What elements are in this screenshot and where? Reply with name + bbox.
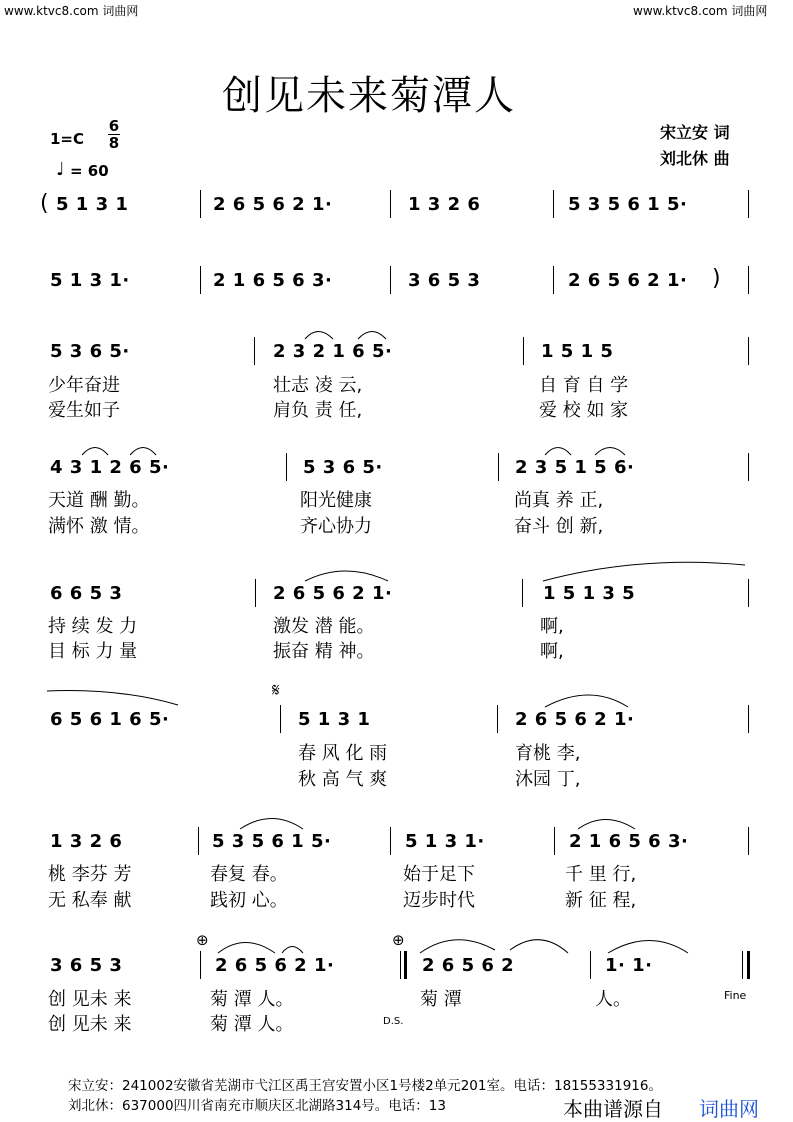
measure: 1· 1·	[605, 955, 653, 976]
lyric: 春复 春。	[210, 864, 288, 885]
composer: 刘北休 曲	[660, 149, 730, 168]
slur	[305, 571, 388, 581]
measure: 5 1 3 1·	[50, 270, 130, 291]
lyric: 激发 潜 能。	[273, 616, 375, 637]
measure: 5 3 5 6 1 5·	[212, 831, 332, 852]
lyric: 啊,	[540, 641, 564, 662]
lyric: 爱 校 如 家	[539, 400, 629, 421]
measure: 2 6 5 6 2 1·	[273, 583, 393, 604]
source-label: 本曲谱源自	[563, 1097, 663, 1121]
slur	[130, 448, 156, 456]
slur	[545, 695, 628, 707]
measure: 5 3 6 5·	[303, 457, 383, 478]
measure: 1 5 1 3 5	[543, 583, 636, 604]
measure: 6 6 5 3	[50, 583, 123, 604]
time-signature-top: 6	[108, 117, 120, 135]
slur	[358, 332, 386, 340]
repeat-open: (	[40, 191, 50, 216]
measure: 2 6 5 6 2	[422, 955, 515, 976]
tempo: = 60	[70, 162, 109, 180]
measure: 4 3 1 2 6 5·	[50, 457, 170, 478]
fine-mark: Fine	[724, 989, 747, 1002]
lyric: 齐心协力	[300, 516, 372, 537]
slur	[240, 819, 303, 830]
measure: 5 1 3 1·	[405, 831, 485, 852]
key-signature: 1=C	[50, 130, 85, 148]
lyric: 自 育 自 学	[539, 375, 629, 396]
measure: 5 1 3 1	[56, 194, 129, 215]
measure: 2 1 6 5 6 3·	[569, 831, 689, 852]
measure: 2 3 2 1 6 5·	[273, 341, 393, 362]
footer-line-2: 刘北休：637000四川省南充市顺庆区北湖路314号。电话：13	[68, 1098, 446, 1114]
measure: 2 6 5 6 2 1·	[515, 709, 635, 730]
lyric: 迈步时代	[403, 890, 475, 911]
slur	[420, 940, 495, 953]
lyric: 创 见未 来	[48, 989, 132, 1010]
coda-icon: ⊕	[392, 931, 405, 949]
lyric: 菊 潭 人。	[210, 989, 294, 1010]
measure: 6 5 6 1 6 5·	[50, 709, 170, 730]
measure: 2 6 5 6 2 1·	[213, 194, 333, 215]
watermark-right: www.ktvc8.com 词曲网	[633, 4, 768, 18]
measure: 2 3 5 1 5 6·	[515, 457, 635, 478]
slur	[510, 940, 568, 953]
lyric: 阳光健康	[300, 490, 372, 511]
lyric: 少年奋进	[48, 375, 120, 396]
measure: 5 1 3 1	[298, 709, 371, 730]
coda-icon: ⊕	[196, 931, 209, 949]
lyric: 肩负 责 任,	[273, 400, 363, 421]
lyric: 秋 高 气 爽	[298, 769, 388, 790]
measure: 3 6 5 3	[50, 955, 123, 976]
measure: 1 3 2 6	[408, 194, 481, 215]
lyric: 奋斗 创 新,	[514, 516, 604, 537]
lyric: 春 风 化 雨	[298, 743, 388, 764]
lyric: 壮志 凌 云,	[273, 375, 363, 396]
measure: 3 6 5 3	[408, 270, 481, 291]
lyric: 千 里 行,	[565, 864, 637, 885]
measure: 5 3 5 6 1 5·	[568, 194, 688, 215]
slur	[608, 941, 688, 954]
lyric: 育桃 李,	[515, 743, 581, 764]
lyric: 菊 潭	[420, 989, 462, 1010]
quarter-note-icon: ♩	[56, 159, 65, 180]
time-signature-bottom: 8	[108, 134, 120, 152]
slur	[282, 947, 303, 954]
lyric: 新 征 程,	[565, 890, 637, 911]
page-title: 创见未来菊潭人	[222, 73, 516, 119]
watermark-left: www.ktvc8.com 词曲网	[4, 4, 139, 18]
lyric: 沐园 丁,	[515, 769, 581, 790]
segno-icon: 𝄋	[272, 680, 280, 701]
lyric: 桃 李芬 芳	[48, 864, 132, 885]
measure: 5 3 6 5·	[50, 341, 130, 362]
measure: 2 6 5 6 2 1·	[568, 270, 688, 291]
lyric: 满怀 激 情。	[48, 516, 150, 537]
lyric: 振奋 精 神。	[273, 641, 375, 662]
source-site-link[interactable]: 词曲网	[699, 1097, 759, 1121]
footer-line-1: 宋立安：241002安徽省芜湖市弋江区禹王宫安置小区1号楼2单元201室。电话：18155331916。	[68, 1078, 662, 1094]
lyric: 爱生如子	[48, 400, 120, 421]
slur	[578, 820, 635, 830]
repeat-close: )	[712, 266, 722, 291]
lyric: 始于足下	[403, 864, 475, 885]
slur	[47, 691, 178, 705]
slur	[82, 448, 108, 456]
measure: 1 3 2 6	[50, 831, 123, 852]
slur	[543, 562, 745, 581]
lyric: 天道 酬 勤。	[48, 490, 150, 511]
lyric: 啊,	[540, 616, 564, 637]
lyricist: 宋立安 词	[660, 123, 730, 142]
lyric: 目 标 力 量	[48, 641, 138, 662]
ds-mark: D.S.	[383, 1016, 404, 1027]
slur	[595, 448, 625, 456]
lyric: 持 续 发 力	[48, 616, 138, 637]
lyric: 菊 潭 人。	[210, 1014, 294, 1035]
measure: 2 6 5 6 2 1·	[215, 955, 335, 976]
slur	[305, 332, 333, 340]
slur	[218, 943, 275, 954]
measure: 2 1 6 5 6 3·	[213, 270, 333, 291]
slur	[545, 448, 571, 456]
lyric: 践初 心。	[210, 890, 288, 911]
lyric: 人。	[595, 989, 631, 1010]
lyric: 尚真 养 正,	[514, 490, 604, 511]
lyric: 无 私奉 献	[48, 890, 132, 911]
measure: 1 5 1 5	[541, 341, 614, 362]
lyric: 创 见未 来	[48, 1014, 132, 1035]
